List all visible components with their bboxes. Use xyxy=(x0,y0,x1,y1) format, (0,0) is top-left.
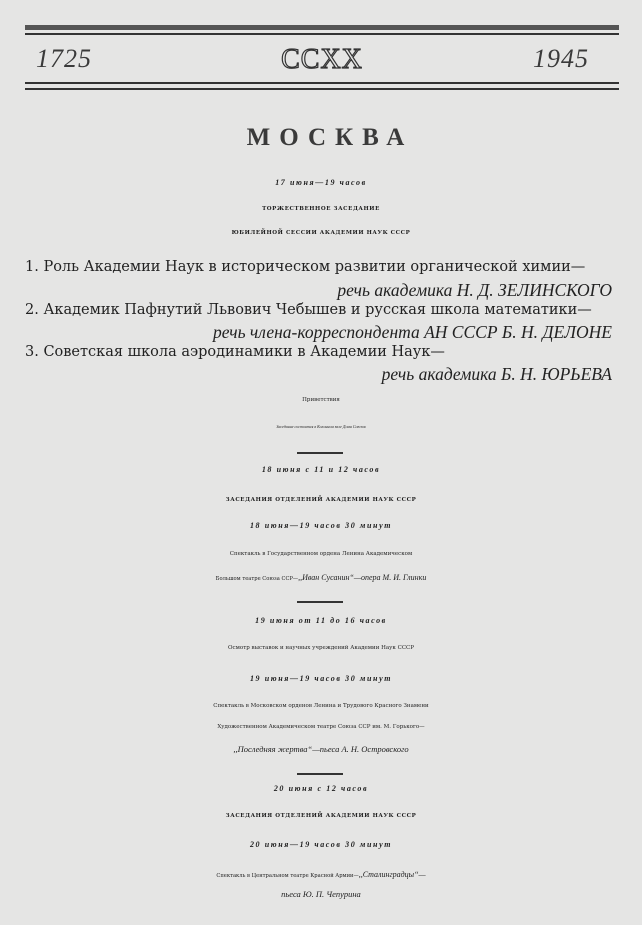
roman-numeral: CCXX xyxy=(281,44,363,75)
section-date: 19 июня от 11 до 16 часов xyxy=(255,616,387,625)
separator xyxy=(297,773,343,775)
city-title: МОСКВА xyxy=(246,124,414,151)
event-text-italic: ,,Сталинградцы“— xyxy=(358,870,426,879)
event-text: Художественном Академическом театре Союза ССР им. М. Горького— xyxy=(217,724,425,730)
speech-speaker: речь академика Б. Н. ЮРЬЕВА xyxy=(381,364,612,384)
speech-speaker: речь академика Н. Д. ЗЕЛИНСКОГО xyxy=(337,280,612,300)
section-date: 18 июня с 11 и 12 часов xyxy=(261,465,381,474)
section-title: ЗАСЕДАНИЯ ОТДЕЛЕНИЙ АКАДЕМИИ НАУК СССР xyxy=(225,813,417,819)
section-date: 20 июня—19 часов 30 минут xyxy=(249,840,393,849)
event-text-italic: ,,Иван Сусанин“—опера М. И. Глинки xyxy=(298,573,427,582)
speech-speaker: речь члена-корреспондента АН СССР Б. Н. ДЕЛОНЕ xyxy=(212,322,612,342)
year-end: 1945 xyxy=(533,44,589,73)
header-rule-bottom-1 xyxy=(25,82,619,84)
header-rule-thin xyxy=(25,33,619,35)
section-title: ТОРЖЕСТВЕННОЕ ЗАСЕДАНИЕ xyxy=(262,206,380,212)
greetings: Приветствия xyxy=(302,397,340,403)
venue-note: Заседание состоится в Колонном зале Дома Союзов xyxy=(276,424,366,429)
year-start: 1725 xyxy=(36,44,92,73)
separator xyxy=(297,601,343,603)
event-text: Осмотр выставок и научных учреждений Академии Наук СССР xyxy=(228,645,414,651)
event-text: Спектакль в Московском орденов Ленина и Трудового Красного Знамени xyxy=(213,703,429,709)
event-text-italic: пьеса Ю. П. Чепурина xyxy=(281,889,361,899)
event-text-plain: Спектакль в Центральном театре Красной Армии— xyxy=(216,873,359,879)
section-date: 20 июня с 12 часов xyxy=(273,784,369,793)
event-text-italic: ,,Последняя жертва“—пьеса А. Н. Островского xyxy=(233,744,409,754)
event-text xyxy=(0,573,642,582)
event-text-plain: Большом театре Союза ССР— xyxy=(215,576,299,582)
event-text xyxy=(0,870,642,879)
section-date: 19 июня—19 часов 30 минут xyxy=(249,674,393,683)
section-title: ЗАСЕДАНИЯ ОТДЕЛЕНИЙ АКАДЕМИИ НАУК СССР xyxy=(225,497,417,503)
separator xyxy=(297,452,343,454)
header-rule-bottom-2 xyxy=(25,88,619,90)
speech-title: 3. Советская школа аэродинамики в Академии Наук— xyxy=(25,344,445,360)
section-date: 17 июня—19 часов xyxy=(275,178,367,187)
section-date: 18 июня—19 часов 30 минут xyxy=(249,521,393,530)
section-title: ЮБИЛЕЙНОЙ СЕССИИ АКАДЕМИИ НАУК СССР xyxy=(231,230,411,236)
speech-title: 2. Академик Пафнутий Львович Чебышев и русская школа математики— xyxy=(25,302,592,318)
speech-title: 1. Роль Академии Наук в историческом развитии органической химии— xyxy=(25,259,586,275)
header-rule-thick xyxy=(25,25,619,30)
event-text: Спектакль в Государственном ордена Ленина Академическом xyxy=(229,551,413,557)
